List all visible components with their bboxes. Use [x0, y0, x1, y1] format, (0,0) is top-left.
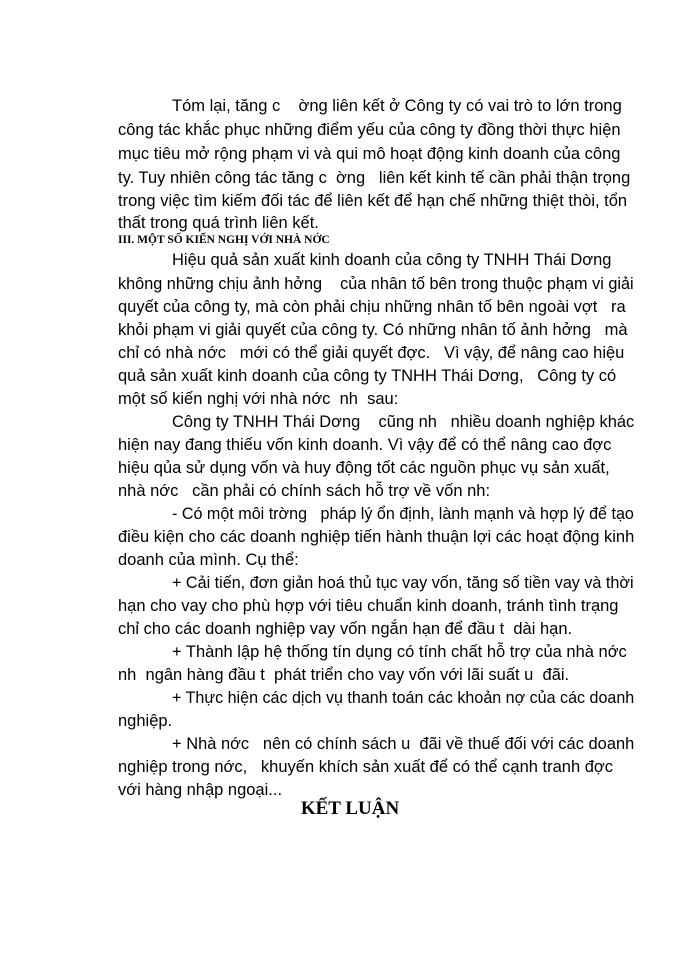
paragraph-line: hiệu qủa sử dụng vốn và huy động tốt các nguồn phục vụ sản xuất, — [118, 459, 610, 477]
paragraph-line: quyết của công ty, mà còn phải chịu những nhân tố bên ngoài vợt ra — [118, 298, 626, 316]
paragraph-line: hạn cho vay cho phù hợp với tiêu chuẩn kinh doanh, tránh tình trạng — [118, 597, 619, 615]
section-heading: III. MỘT SỐ KIẾN NGHỊ VỚI NHÀ NỚC — [118, 234, 330, 246]
paragraph-line: không những chịu ảnh hởng của nhân tố bên trong thuộc phạm vi giải — [118, 275, 634, 293]
paragraph-line: Công ty TNHH Thái Dơng cũng nh nhiều doanh nghiệp khác — [172, 413, 635, 431]
paragraph-line: - Có một môi trờng pháp lý ổn định, lành mạnh và hợp lý để tạo — [172, 505, 634, 523]
paragraph-line: trong việc tìm kiếm đối tác để liên kết để hạn chế những thiệt thòi, tổn — [118, 192, 628, 210]
paragraph-line: Tóm lại, tăng c ờng liên kết ở Công ty có vai trò to lớn trong — [172, 97, 622, 115]
paragraph-line: với hàng nhập ngoại... — [118, 781, 283, 799]
paragraph-line: + Nhà nớc nên có chính sách u đãi về thuế đối với các doanh — [172, 735, 635, 753]
paragraph-line: Hiệu quả sản xuất kinh doanh của công ty TNHH Thái Dơng — [172, 251, 612, 269]
paragraph-line: công tác khắc phục những điểm yếu của công ty đồng thời thực hiện — [118, 121, 621, 139]
paragraph-line: nghiệp. — [118, 712, 173, 730]
paragraph-line: + Thực hiện các dịch vụ thanh toán các khoản nợ của các doanh — [172, 689, 635, 707]
paragraph-line: chỉ có nhà nớc mới có thể giải quyết đợc. Vì vậy, để nâng cao hiệu — [118, 344, 625, 362]
paragraph-line: chỉ cho các doanh nghiệp vay vốn ngắn hạn để đầu t dài hạn. — [118, 620, 573, 638]
paragraph-line: khỏi phạm vi giải quyết của công ty. Có những nhân tố ảnh hởng mà — [118, 321, 628, 339]
paragraph-line: thất trong quá trình liên kết. — [118, 214, 319, 232]
paragraph-line: nhà nớc cần phải có chính sách hỗ trợ về vốn nh: — [118, 482, 491, 500]
paragraph-line: + Thành lập hệ thống tín dụng có tính chất hỗ trợ của nhà nớc — [172, 643, 627, 661]
paragraph-line: + Cải tiến, đơn giản hoá thủ tục vay vốn, tăng số tiền vay và thời — [172, 574, 634, 592]
paragraph-line: hiện nay đang thiếu vốn kinh doanh. Vì vậy để có thể nâng cao đợc — [118, 436, 612, 454]
paragraph-line: điều kiện cho các doanh nghiệp tiến hành thuận lợi các hoạt động kinh — [118, 528, 635, 546]
paragraph-line: quả sản xuất kinh doanh của công ty TNHH Thái Dơng, Công ty có — [118, 367, 617, 385]
paragraph-line: nh ngân hàng đầu t phát triển cho vay vốn với lãi suất u đãi. — [118, 666, 570, 684]
paragraph-line: ty. Tuy nhiên công tác tăng c ờng liên kết kinh tế cần phải thận trọng — [118, 169, 631, 187]
paragraph-line: một số kiến nghị với nhà nớc nh sau: — [118, 390, 399, 408]
paragraph-line: mục tiêu mở rộng phạm vi và qui mô hoạt động kinh doanh của công — [118, 145, 621, 163]
conclusion-title: KẾT LUẬN — [300, 798, 400, 819]
paragraph-line: doanh của mình. Cụ thể: — [118, 551, 299, 569]
paragraph-line: nghiệp trong nớc, khuyến khích sản xuất để có thể cạnh tranh đợc — [118, 758, 613, 776]
